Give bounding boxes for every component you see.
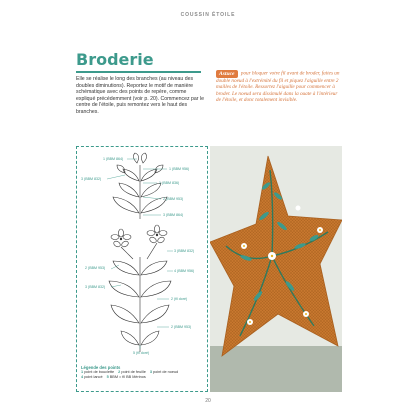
diagram-label-4: 1 (BBM 836) (159, 181, 180, 185)
legend-item: 3 point de noeud (149, 370, 179, 374)
diagram-leaf-17 (121, 331, 139, 345)
legend-item: 4 point lancé (81, 375, 103, 379)
legend-item: 5 BBM = fil BB Mérinos (106, 375, 146, 379)
cushion-photo (210, 146, 342, 392)
diagram-label-9: 4 (BBM 956) (174, 269, 195, 273)
diagram-label-13: 5 (fil doré) (133, 351, 150, 355)
diagram-label-12: 2 (BBM 953) (171, 325, 192, 329)
diagram-leaf-11 (113, 261, 139, 275)
page-footer (0, 398, 416, 404)
title-underline (76, 71, 201, 73)
legend-title: Légende des points (81, 365, 121, 370)
diagram-leaf-16 (141, 305, 169, 323)
diagram-leaf-6 (141, 169, 157, 181)
legend-item: 1 point de bouclette (81, 370, 115, 374)
page-number: 20 (205, 398, 211, 404)
diagram-label-3: 3 (BBM 832) (81, 177, 102, 181)
diagram-leaf-5 (123, 169, 139, 181)
stitch-legend (81, 365, 205, 380)
diagram-label-1: 1 (BBM 864) (103, 157, 124, 161)
diagram-leaf-1 (133, 153, 138, 163)
running-title: COUSSIN ÉTOILE (180, 12, 236, 18)
diagram-flower-stem-left (121, 247, 133, 259)
diagram-leaf-2 (141, 153, 146, 163)
diagram-leaf-18 (141, 331, 159, 345)
diagram-flower-left (111, 229, 131, 248)
diagram-label-8: 2 (BBM 953) (85, 266, 106, 270)
diagram-flower-right (147, 225, 167, 244)
diagram-drawing (77, 147, 209, 393)
legend-row-2 (81, 375, 205, 380)
intro-paragraph: Elle se réalise le long des branches (au niveau des doubles diminutions). Reportez le motif de manière schématique avec des points de repère, comme expliqué précédemment (voir p. 20). Commencez par le centre de l'étoile, puis remontez vers le haut des branches. (76, 76, 205, 115)
diagram-label-7: 3 (BBM 832) (174, 249, 195, 253)
diagram-leaf-12 (141, 261, 167, 275)
diagram-label-11: 2 (fil doré) (171, 297, 188, 301)
legend-item: 2 point de feuille (118, 370, 146, 374)
diagram-leaf-9 (113, 197, 139, 213)
diagram-label-2: 1 (BBM 956) (169, 167, 190, 171)
diagram-flower-stem-right (147, 243, 157, 259)
embroidery-diagram (76, 146, 208, 392)
diagram-label-5: 2 (BBM 953) (163, 197, 184, 201)
diagram-label-10: 3 (BBM 832) (85, 285, 106, 289)
diagram-leaf-14 (141, 281, 171, 297)
photo-illustration (210, 146, 342, 392)
diagram-label-6: 3 (BBM 864) (163, 213, 184, 217)
tip-text: pour bloquer votre fil avant de broder, faites un double noeud à l'extrémité du fil et piquez l'aiguille entre 2 mailles de l'étoile. Ressortez l'aiguille pour commencer à broder. Le noeud sera dissimulé dans la ouate à l'intérieur de l'étoile, et donc totalement invisible. (216, 70, 340, 104)
tip-badge: Astuce (216, 70, 238, 78)
diagram-leaf-8 (141, 183, 161, 197)
section-title: Broderie (76, 50, 154, 69)
diagram-leaf-13 (109, 281, 139, 297)
diagram-leaf-7 (119, 183, 139, 197)
tip-box (216, 70, 342, 104)
diagram-leaf-15 (111, 305, 139, 323)
